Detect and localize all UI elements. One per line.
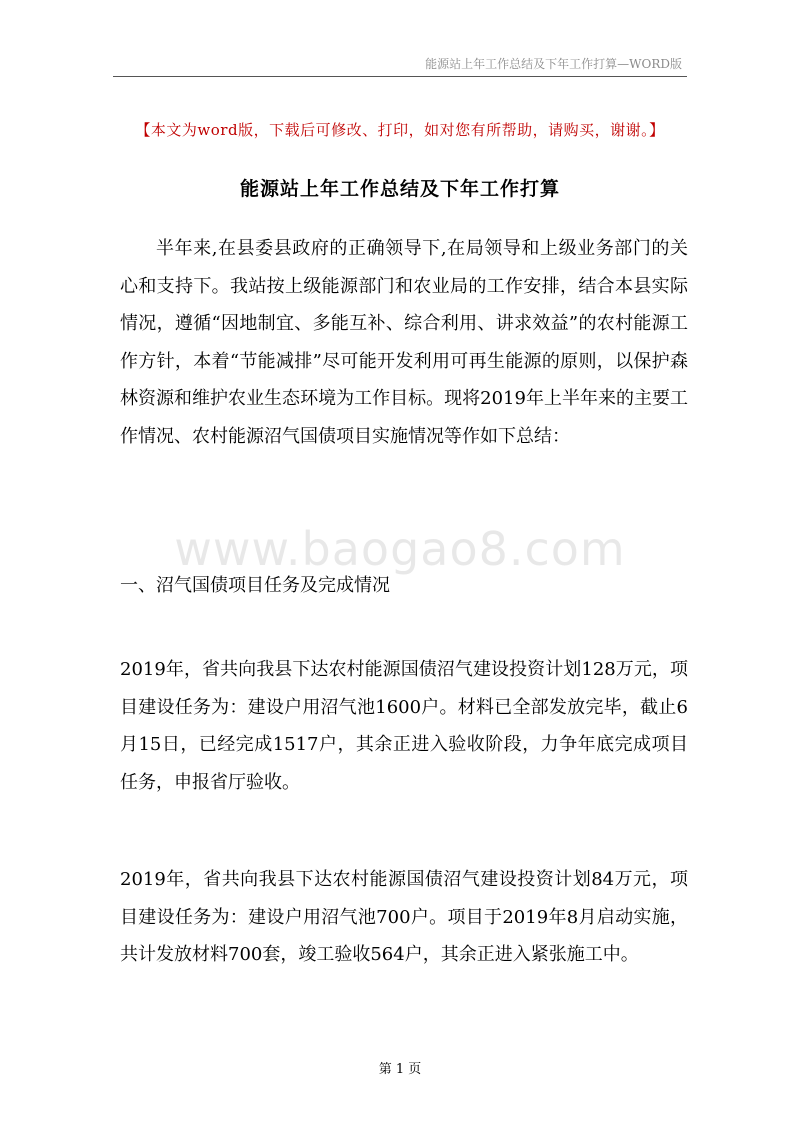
header-divider [113, 76, 687, 77]
intro-paragraph: 半年来,在县委县政府的正确领导下,在局领导和上级业务部门的关心和支持下。我站按上级能源部门和农业局的工作安排，结合本县实际情况，遵循“因地制宜、多能互补、综合利用、讲求效益”的农村能源工作方针，本着“节能减排”尽可能开发利用可再生能源的原则，以保护森林资源和维护农业生态环境为工作目标。现将2019年上半年来的主要工作情况、农村能源沼气国债项目实施情况等作如下总结： [120, 238, 688, 447]
body-paragraph-2: 2019年，省共向我县下达农村能源国债沼气建设投资计划84万元，项目建设任务为：建设户用沼气池700户。项目于2019年8月启动实施，共计发放材料700套，竣工验收564户，其余正进入紧张施工中。 [120, 869, 688, 965]
page-number: 第 1 页 [378, 1062, 422, 1077]
section-heading: 一、沼气国债项目任务及完成情况 [120, 575, 390, 596]
running-header: 能源站上年工作总结及下年工作打算—WORD版 [425, 57, 682, 71]
watermark-text: www.baogao8.com [174, 522, 626, 576]
purchase-notice: 【本文为word版，下载后可修改、打印，如对您有所帮助，请购买，谢谢。】 [135, 121, 665, 139]
body-paragraph-1: 2019年，省共向我县下达农村能源国债沼气建设投资计划128万元，项目建设任务为：建设户用沼气池1600户。材料已全部发放完毕，截止6月15日，已经完成1517户，其余正进入验收阶段，力争年底完成项目任务，申报省厅验收。 [120, 659, 688, 793]
document-title: 能源站上年工作总结及下年工作打算 [239, 178, 560, 200]
